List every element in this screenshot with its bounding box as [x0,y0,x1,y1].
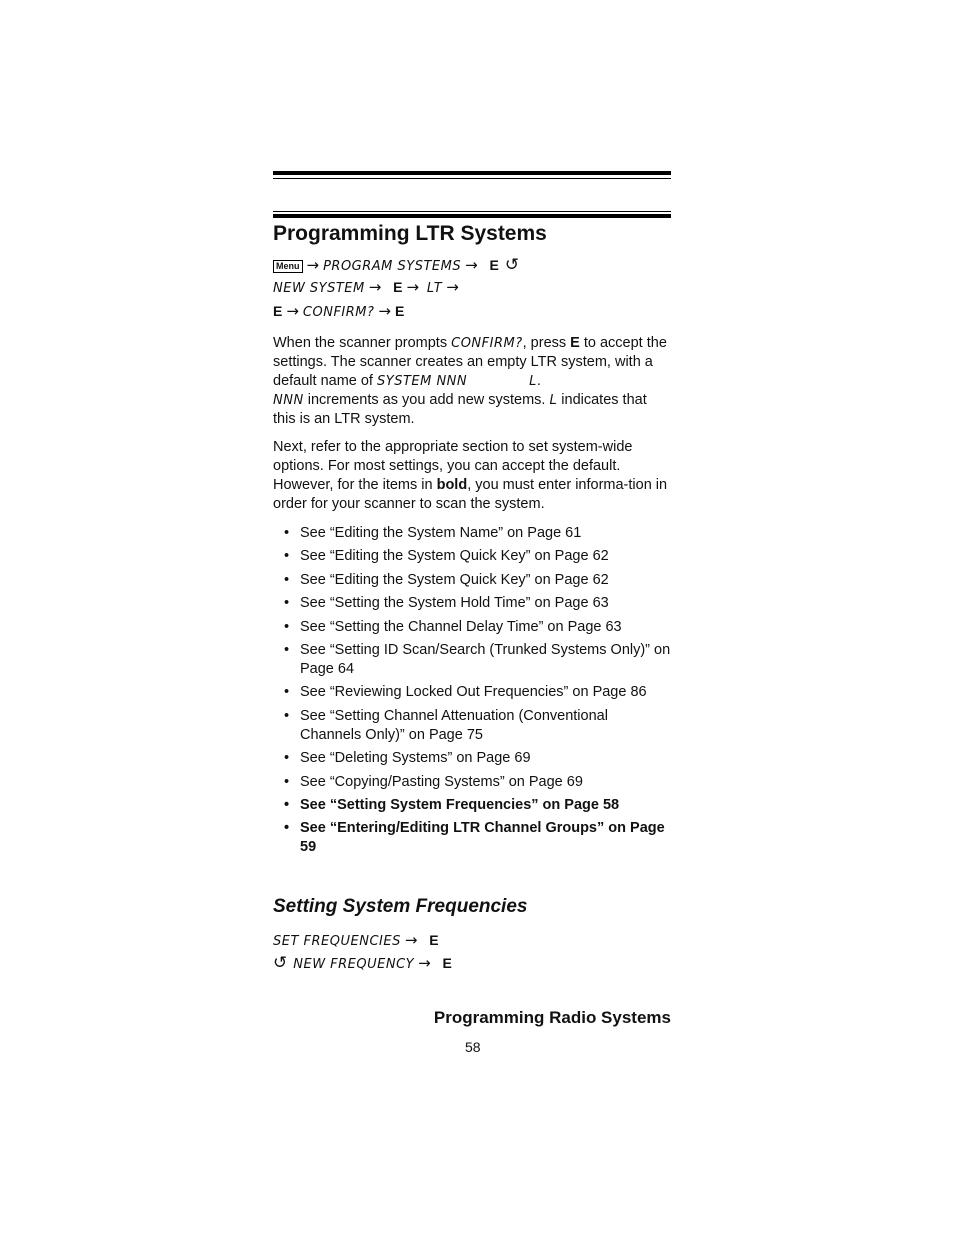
lcd-text: NNN [273,393,304,408]
list-item: • See “Setting the System Hold Time” on Page 63 [273,594,671,613]
see-also-list [273,524,671,862]
lcd-text: PROGRAM SYSTEMS [323,259,462,274]
rotate-knob-icon: ↺ [273,953,288,973]
key-sequence-1 [273,255,519,277]
menu-key: Menu [273,260,303,273]
list-item: • See “Setting ID Scan/Search (Trunked Systems Only)” on Page 64 [273,641,671,679]
enter-key: E [395,303,405,319]
arrow-right-icon: → [418,954,431,972]
lcd-text: NEW SYSTEM [273,281,365,296]
top-rule-thin [273,178,671,179]
arrow-right-icon: → [378,302,391,320]
top-rule-thick [273,171,671,175]
list-item-required: • See “Setting System Frequencies” on Page 58 [273,796,671,815]
arrow-right-icon: → [446,278,459,296]
section-title: Programming LTR Systems [273,222,547,245]
chapter-title: Programming Radio Systems [433,1008,671,1027]
section-rule-thin [273,211,671,212]
list-item: • See “Reviewing Locked Out Frequencies” on Page 86 [273,683,671,702]
arrow-right-icon: → [404,931,418,949]
arrow-right-icon: → [368,278,382,296]
key-sequence-2 [273,277,463,299]
paragraph-confirm: When the scanner prompts CONFIRM?, press E to accept the settings. The scanner creates an empty LTR system, with a default name of SYSTEM NNN L. NNN increments as you add new systems. L indicates that this is an LTR system. [273,335,667,427]
arrow-right-icon: → [406,278,420,296]
enter-key: E [429,932,439,948]
paragraph-next: Next, refer to the appropriate section to set system-wide options. For most settings, you can accept the default. However, for the items in bold, you must enter informa-tion in order for your scanner to scan the system. [273,439,668,512]
lcd-text: CONFIRM? [451,336,523,351]
lcd-text: SET FREQUENCIES [273,934,401,949]
lcd-text: LT [426,281,443,296]
list-item-required: • See “Entering/Editing LTR Channel Groups” on Page 59 [273,819,671,857]
page-number: 58 [465,1039,481,1055]
rotate-knob-icon: ↺ [504,255,520,275]
list-item: • See “Copying/Pasting Systems” on Page 69 [273,773,671,792]
enter-key: E [393,279,403,295]
lcd-text: SYSTEM NNN [377,374,468,389]
enter-key: E [489,257,499,273]
list-item: • See “Editing the System Quick Key” on Page 62 [273,571,671,590]
arrow-right-icon: → [286,302,299,320]
arrow-right-icon: → [465,256,478,274]
list-item: • See “Deleting Systems” on Page 69 [273,749,671,768]
subsection-title: Setting System Frequencies [273,896,528,917]
lcd-text: L [529,374,537,389]
list-item: • See “Setting Channel Attenuation (Conventional Channels Only)” on Page 75 [273,707,671,745]
list-item: • See “Editing the System Name” on Page 61 [273,524,671,543]
lcd-text: L [549,393,558,408]
enter-key: E [273,303,283,319]
lcd-text: NEW FREQUENCY [293,957,415,972]
enter-key: E [570,335,580,351]
key-sequence-3 [273,301,404,323]
section-rule-thick [273,214,671,218]
arrow-right-icon: → [306,256,320,274]
list-item: • See “Editing the System Quick Key” on Page 62 [273,547,671,566]
list-item: • See “Setting the Channel Delay Time” on Page 63 [273,618,671,637]
key-sequence-5 [273,953,452,975]
lcd-text: CONFIRM? [302,305,375,320]
enter-key: E [442,955,452,971]
key-sequence-4 [273,930,439,952]
